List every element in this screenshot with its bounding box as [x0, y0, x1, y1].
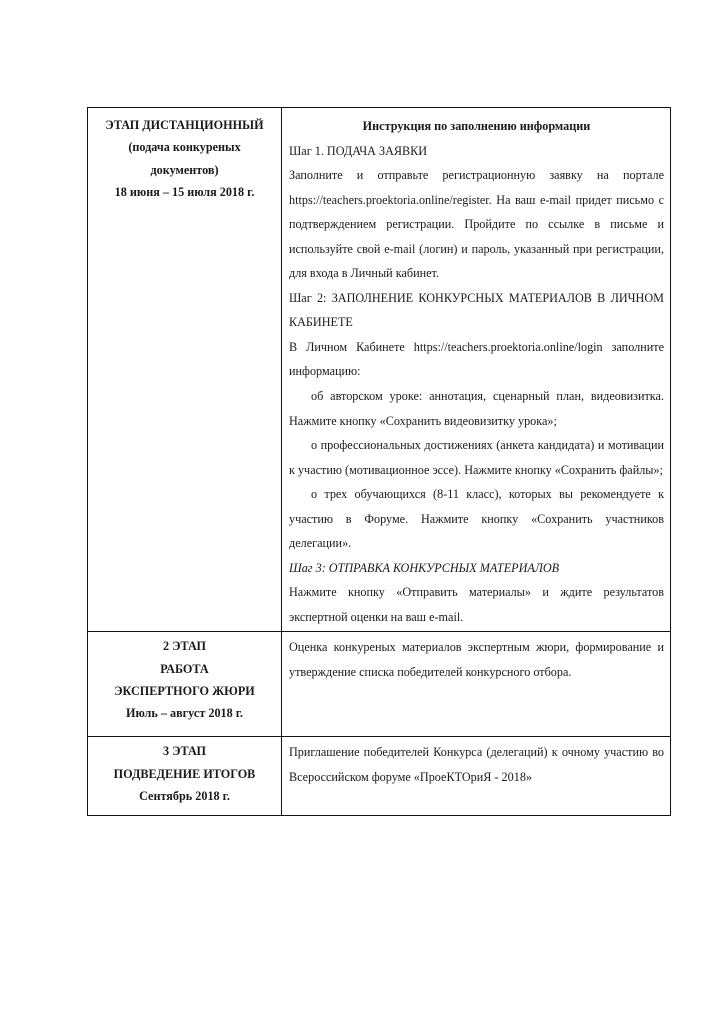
- stage2-dates: Июль – август 2018 г.: [126, 706, 243, 721]
- step2-item-students: о трех обучающихся (8-11 класс), которых вы рекомендуете к участию в Форуме. Нажмите кнопку «Сохранить участников делегации».: [289, 487, 664, 551]
- step3-title: Шаг 3: ОТПРАВКА КОНКУРСНЫХ МАТЕРИАЛОВ: [289, 560, 560, 575]
- stage2-number: 2 ЭТАП: [163, 639, 206, 654]
- stage3-number: 3 ЭТАП: [163, 744, 206, 759]
- step2-item-lesson: об авторском уроке: аннотация, сценарный план, видеовизитка. Нажмите кнопку «Сохранить видеовизитку урока»;: [289, 389, 664, 428]
- stage3-description-cell: [282, 737, 671, 816]
- step2-text: В Личном Кабинете https://teachers.proektoria.online/login заполните информацию:: [289, 339, 664, 379]
- step3-text: Нажмите кнопку «Отправить материалы» и ждите результатов экспертной оценки на ваш e-mail.: [289, 585, 664, 624]
- table-row: [88, 737, 671, 816]
- stage1-title: ЭТАП ДИСТАНЦИОННЫЙ: [105, 118, 264, 132]
- stage3-label-cell: [88, 737, 282, 816]
- table-row: [88, 108, 671, 632]
- stage2-title-line2: ЭКСПЕРТНОГО ЖЮРИ: [114, 684, 255, 699]
- stage2-label-cell: [88, 632, 282, 737]
- step2-item-achievements: о профессиональных достижениях (анкета кандидата) и мотивации к участию (мотивационное эссе). Нажмите кнопку «Сохранить файлы»;: [289, 438, 664, 477]
- stage2-text: Оценка конкуреных материалов экспертным жюри, формирование и утверждение списка победителей конкурсного отбора.: [289, 640, 664, 680]
- stage1-instructions-cell: [282, 108, 671, 632]
- stage2-title-line1: РАБОТА: [160, 661, 209, 676]
- stage2-description-cell: [282, 632, 671, 737]
- stage1-subtitle-line2: документов): [150, 162, 219, 177]
- stage3-text: Приглашение победителей Конкурса (делегаций) к очному участию во Всероссийском форуме «ПроеКТОриЯ - 2018»: [289, 745, 664, 785]
- stage3-dates: Сентябрь 2018 г.: [139, 789, 230, 804]
- step2-title: Шаг 2: ЗАПОЛНЕНИЕ КОНКУРСНЫХ МАТЕРИАЛОВ В ЛИЧНОМ КАБИНЕТЕ: [289, 290, 664, 330]
- step1-text: Заполните и отправьте регистрационную заявку на портале https://teachers.proektoria.online/register. На ваш e-mail придет письмо с подтверждением регистрации. Пройдите по ссылке в письме и используйте свой e-mail (логин) и пароль, указанный при регистрации, для входа в Личный кабинет.: [289, 168, 664, 281]
- stage3-title: ПОДВЕДЕНИЕ ИТОГОВ: [113, 766, 256, 781]
- stages-table: [87, 107, 671, 816]
- stage1-subtitle-line1: (подача конкуреных: [128, 140, 241, 155]
- stage1-label-cell: [88, 108, 282, 632]
- table-row: [88, 632, 671, 737]
- stage1-dates: 18 июня – 15 июля 2018 г.: [114, 184, 255, 199]
- step1-title: Шаг 1. ПОДАЧА ЗАЯВКИ: [289, 143, 428, 158]
- instructions-heading: Инструкция по заполнению информации: [362, 119, 591, 133]
